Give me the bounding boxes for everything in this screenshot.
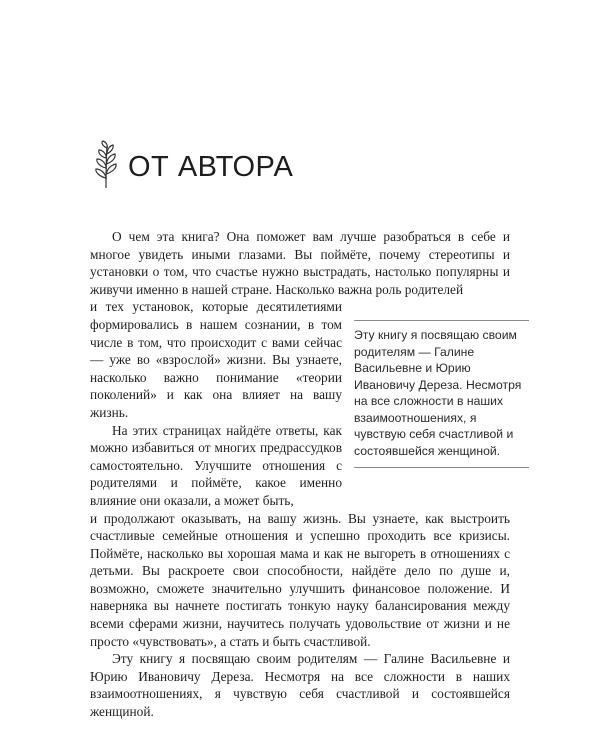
sidebar-text: Эту книгу я посвящаю своим родителям — Галине Васильевне и Юрию Ивановичу Дереза. Несмотря на все сложности в наших взаимоотношениях, я чувствую себя счастливой и состоявшейся женщиной.: [354, 328, 522, 458]
body-text: [90, 228, 510, 721]
paragraph-1-wide: О чем эта книга? Она поможет вам лучше разобраться в себе и многое увидеть иными глазами. Вы поймёте, почему стереотипы и установки о том, что счастье нужно выстрадать, настолько популярны и живучи именно в нашей стране. Насколько важна роль родителей: [90, 229, 510, 297]
paragraph-2-wide: и продолжают оказывать, на вашу жизнь. Вы узнаете, как выстроить счастливые семейные отношения и успешно проходить все кризисы. Поймёте, насколько вы хорошая мама и как не выгореть в отношениях с детьми. Вы раскроете свои способности, найдёте дело по душе и, возможно, сможете значительно улучшить финансовое положение. И наверняка вы начнете постигать тонкую науку балансирования между всеми сферами жизни, научитесь получать удовольствие от жизни и не просто «чувствовать», а стать и быть счастливой.: [90, 510, 510, 649]
chapter-heading: [90, 132, 293, 204]
paragraph-3: Эту книгу я посвящаю своим родителям — Галине Васильевне и Юрию Ивановичу Дереза. Несмотря на все сложности в наших взаимоотношениях, я чувствую себя счастливой и состоявшейся женщиной.: [90, 651, 510, 720]
paragraph-2-narrow: На этих страницах найдёте ответы, как можно избавиться от многих предрассудков самостоятельно. Улучшите отношения с родителями и поймёте, какое именно влияние они оказали, а может быть,: [90, 422, 342, 508]
leaf-sprig-icon: [90, 140, 128, 195]
chapter-title: ОТ АВТОРА: [128, 151, 294, 184]
paragraph-1-narrow: и тех установок, которые десятилетиями формировались в нашем сознании, в том числе в том, что происходит с вами сейчас — уже во «взрослой» жизни. Вы узнаете, насколько важно понимание «теории поколений» и как она влияет на вашу жизнь.: [90, 299, 342, 420]
